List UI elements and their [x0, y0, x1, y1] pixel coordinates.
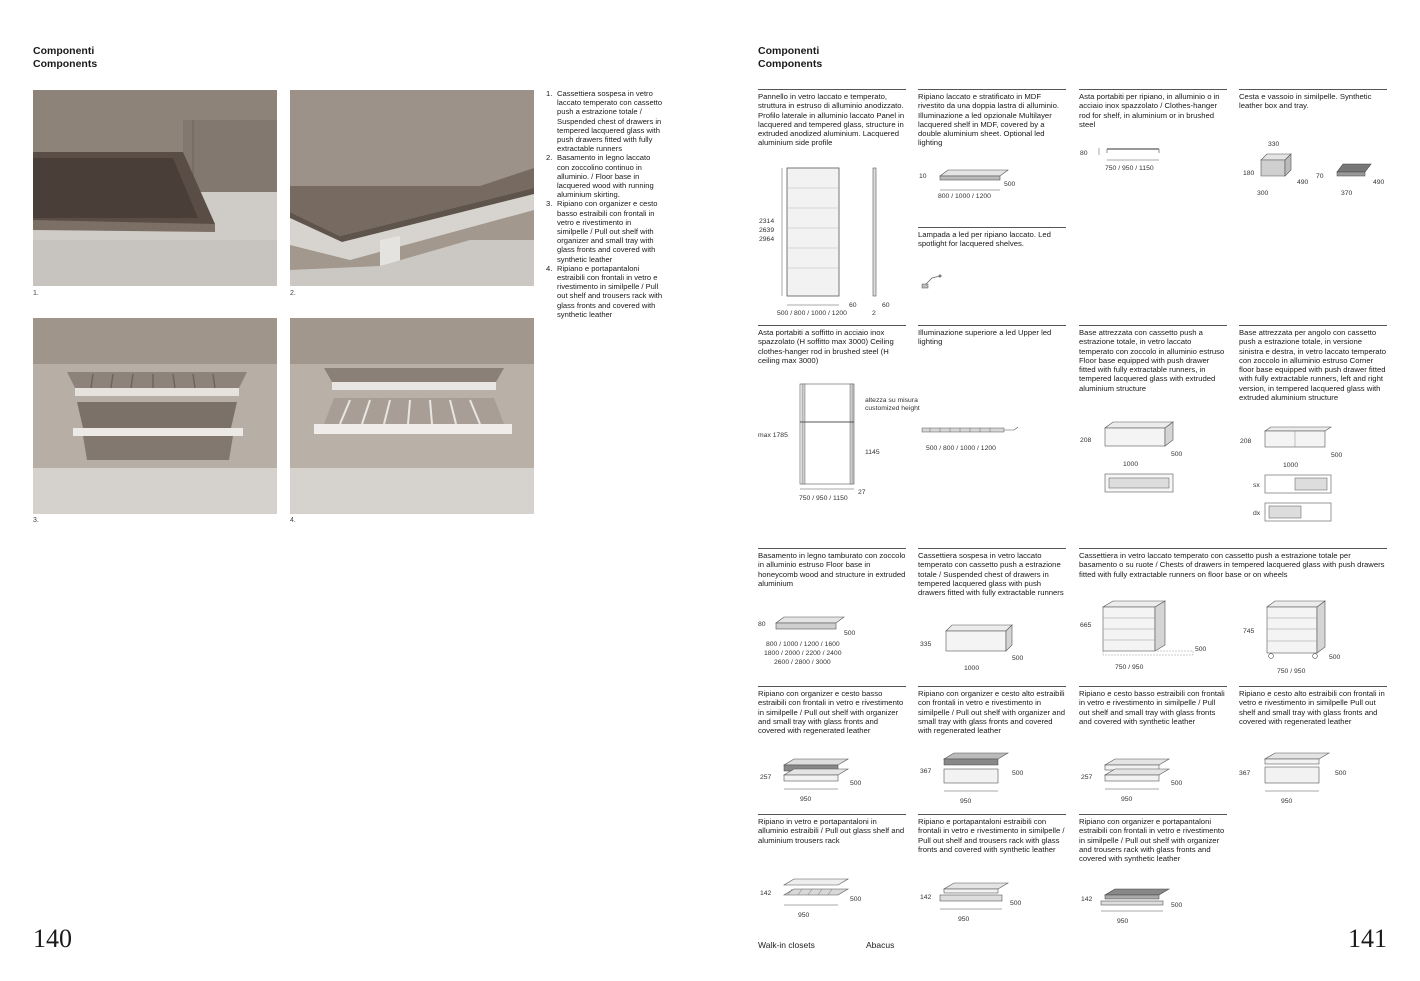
- dim-width: 800 / 1000 / 1200: [938, 193, 991, 200]
- component-drawing: [1239, 431, 1387, 521]
- component-description: Base attrezzata con cassetto push a estrazione totale, in vetro laccato temperato con zoccolo in alluminio estruso Floor base equipped with push drawer fitted with fully extractable runners, in tempered lacquered glass with extruded aluminium structure: [1079, 328, 1225, 393]
- dim-depth: 500: [1010, 900, 1022, 907]
- component-drawing: [1079, 601, 1387, 677]
- legend-text: Ripiano con organizer e cesto basso estraibili con frontali in vetro e rivestimento in similpelle / Pull out shelf with organizer and small tray with glass fronts and covered with synthetic leather: [557, 199, 658, 264]
- dim-depth: 500: [1335, 770, 1347, 777]
- dim-height: 208: [1240, 438, 1252, 445]
- component-drawing: [1079, 424, 1227, 502]
- dim-depth: 500: [850, 780, 862, 787]
- component-drawing: [758, 164, 906, 324]
- component-drawing: [918, 751, 1066, 809]
- dim-custom-height-it: altezza su misura: [865, 397, 918, 404]
- component-honeycomb-base: [758, 548, 906, 684]
- dim-width: 950: [798, 912, 810, 919]
- dim-height: 80: [758, 621, 766, 628]
- component-led-spotlight: [918, 227, 1066, 325]
- label-right-version: dx: [1253, 510, 1261, 517]
- component-description: Lampada a led per ripiano laccato. Led spotlight for lacquered shelves.: [918, 230, 1051, 249]
- component-drawing: [1079, 887, 1227, 927]
- dim-widths-2: 1800 / 2000 / 2200 / 2400: [764, 650, 842, 657]
- component-description: Ripiano in vetro e portapantaloni in alluminio estraibili / Pull out glass shelf and aluminium trousers rack: [758, 817, 905, 845]
- photo-suspended-drawer: [33, 90, 277, 286]
- dim-profile-depth: 60: [882, 302, 890, 309]
- component-drawing: [758, 875, 906, 923]
- dim-depth: 500: [1012, 655, 1024, 662]
- right-page-title: [758, 45, 822, 71]
- component-drawing: [918, 168, 1066, 208]
- component-drawing: [918, 881, 1066, 927]
- dim-width: 950: [960, 798, 972, 805]
- component-description: Ripiano con organizer e portapantaloni estraibili con frontali in vetro e rivestimento in similpelle / Pull out shelf with organizer and trousers rack with glass fronts and covered with synthetic leather: [1079, 817, 1225, 864]
- dim-depth: 500: [1171, 780, 1183, 787]
- component-drawing: [1079, 146, 1227, 178]
- component-corner-base: [1239, 325, 1387, 545]
- dim-height: 367: [920, 768, 932, 775]
- title-it: Componenti: [33, 45, 95, 57]
- dim-profile-width: 2: [872, 310, 876, 317]
- legend-number: 1.: [546, 89, 553, 98]
- component-description: Pannello in vetro laccato e temperato, struttura in estruso di alluminio anodizzato. Profilo laterale in alluminio laccato Panel in lacquered and tempered glass, structure in extruded anodized aluminium. Lacquered aluminium side profile: [758, 92, 905, 148]
- legend-text: Basamento in legno laccato con zoccolino continuo in alluminio. / Floor base in lacquered wood with running aluminium skirting.: [557, 153, 654, 200]
- component-organizer-low-tray: [758, 686, 906, 812]
- component-drawing: [758, 615, 906, 675]
- dim-width: 500 / 800 / 1000 / 1200: [926, 445, 996, 452]
- left-page-title: [33, 45, 97, 71]
- photo-caption-2: 2.: [290, 290, 296, 297]
- photo-caption-3: 3.: [33, 517, 39, 524]
- component-description: Ripiano laccato e stratificato in MDF rivestito da una doppia lastra di alluminio. Illuminazione a led opzionale Multilayer lacquered shelf in MDF, covered by a double aluminium sheet. Optional led lighting: [918, 92, 1060, 148]
- dim-height: 1145: [865, 449, 880, 456]
- dim-width: 750 / 950 / 1150: [1105, 165, 1154, 172]
- photo-legend: [546, 89, 664, 319]
- dim-depth: 500: [1004, 181, 1016, 188]
- dim-width-base: 750 / 950: [1115, 664, 1144, 671]
- dim-thickness: 10: [919, 173, 927, 180]
- component-box-tray: [1239, 89, 1387, 325]
- dim-height: 335: [920, 641, 932, 648]
- dim-width: 950: [1121, 796, 1133, 803]
- dim-box-width-top: 330: [1268, 141, 1280, 148]
- component-clothes-rod: [1079, 89, 1227, 325]
- dim-height: 142: [1081, 896, 1093, 903]
- component-glass-panel: [758, 89, 906, 325]
- dim-tray-height: 70: [1316, 173, 1324, 180]
- dim-depth-wheels: 500: [1329, 654, 1341, 661]
- dim-depth-base: 500: [1195, 646, 1207, 653]
- photo-trousers-rack: [290, 318, 534, 514]
- dim-height-3: 2964: [759, 236, 775, 243]
- component-description: Ripiano con organizer e cesto alto estraibili con frontali in vetro e rivestimento in similpelle / Pull out shelf with organizer and small tray with glass fronts and covered with regenerated leather: [918, 689, 1065, 736]
- component-ceiling-rod: [758, 325, 920, 545]
- dim-widths-1: 800 / 1000 / 1200 / 1600: [766, 641, 840, 648]
- title-en: Components: [33, 58, 98, 70]
- dim-height: 257: [1081, 774, 1093, 781]
- component-drawing: [918, 258, 958, 298]
- dim-height-2: 2639: [759, 227, 775, 234]
- dim-height-base: 665: [1080, 622, 1092, 629]
- legend-item: [546, 199, 664, 263]
- component-drawing: [1079, 757, 1227, 809]
- dim-width: 950: [800, 796, 812, 803]
- dim-depth: 500: [844, 630, 856, 637]
- component-floor-base-drawer: [1079, 325, 1227, 545]
- component-drawing: [918, 424, 1066, 460]
- legend-number: 2.: [546, 153, 553, 163]
- dim-width: 1000: [1123, 461, 1139, 468]
- legend-number: 3.: [546, 199, 553, 209]
- component-description: Base attrezzata per angolo con cassetto push a estrazione totale, in versione sinistra e destra, in vetro laccato temperato con zoccolo in alluminio estruso Corner floor base equipped with push drawer fitted with fully extractable runners, left and right version, in tempered lacquered glass with extruded aluminium structure: [1239, 328, 1386, 403]
- component-description: Asta portabiti per ripiano, in alluminio o in acciaio inox spazzolato / Clothes-hanger rod for shelf, in aluminium or in brushed steel: [1079, 92, 1220, 129]
- dim-width: 500 / 800 / 1000 / 1200: [777, 310, 847, 317]
- dim-tray-width: 370: [1341, 190, 1353, 197]
- dim-height: 80: [1080, 150, 1088, 157]
- legend-item: [546, 264, 664, 319]
- label-left-version: sx: [1253, 482, 1260, 489]
- footer-section-name: Walk-in closets: [758, 940, 815, 950]
- dim-width: 750 / 950 / 1150: [799, 495, 848, 502]
- title-it: Componenti: [758, 45, 820, 57]
- dim-max-height: max 1785: [758, 432, 788, 439]
- dim-width: 950: [958, 916, 970, 923]
- dim-widths-3: 2600 / 2800 / 3000: [774, 659, 831, 666]
- component-organizer-high-tray: [918, 686, 1066, 812]
- component-low-tray: [1079, 686, 1227, 812]
- component-description: Cesta e vassoio in similpelle. Synthetic leather box and tray.: [1239, 92, 1372, 111]
- dim-box-depth: 490: [1297, 179, 1309, 186]
- component-chest-of-drawers: [1079, 548, 1387, 684]
- dim-depth: 500: [1171, 902, 1183, 909]
- component-description: Cassettiera sospesa in vetro laccato temperato con cassetto push a estrazione totale / Suspended chest of drawers in tempered lacquered glass with push drawers fitted with fully extractable runners: [918, 551, 1064, 598]
- dim-height: 367: [1239, 770, 1251, 777]
- component-description: Ripiano e cesto alto estraibili con frontali in vetro e rivestimento in similpelle Pull out shelf and small tray with glass fronts and covered with regenerated leather: [1239, 689, 1385, 726]
- legend-item: [546, 89, 664, 153]
- dim-width: 950: [1117, 918, 1129, 925]
- component-shelf-trousers: [918, 814, 1066, 926]
- photo-organizer-shelf: [33, 318, 277, 514]
- component-high-tray: [1239, 686, 1387, 812]
- dim-depth: 500: [1331, 452, 1343, 459]
- component-description: Ripiano con organizer e cesto basso estraibili con frontali in vetro e rivestimento in similpelle / Pull out shelf with organizer and small tray with glass fronts and covered with regenerated leather: [758, 689, 904, 736]
- component-drawing: [758, 382, 918, 512]
- dim-custom-height-en: customized height: [865, 405, 920, 412]
- photo-caption-4: 4.: [290, 517, 296, 524]
- legend-text: Cassettiera sospesa in vetro laccato temperato con cassetto push a estrazione totale / Suspended chest of drawers in tempered lacquered glass with push drawers fitted with fully extractable runners: [557, 89, 663, 154]
- dim-depth: 500: [1171, 451, 1183, 458]
- component-drawing: [1239, 136, 1387, 206]
- dim-width: 950: [1281, 798, 1293, 805]
- dim-width-wheels: 750 / 950: [1277, 668, 1306, 675]
- dim-depth: 27: [858, 489, 866, 496]
- component-glass-shelf-trousers: [758, 814, 906, 926]
- component-description: Illuminazione superiore a led Upper led lighting: [918, 328, 1052, 347]
- dim-width: 1000: [1283, 462, 1299, 469]
- dim-depth: 500: [850, 896, 862, 903]
- dim-width: 1000: [964, 665, 980, 672]
- dim-tray-depth: 490: [1373, 179, 1385, 186]
- dim-height: 142: [920, 894, 932, 901]
- dim-height: 208: [1080, 437, 1092, 444]
- component-drawing: [758, 757, 906, 809]
- component-drawing: [918, 625, 1066, 675]
- dim-height-wheels: 745: [1243, 628, 1255, 635]
- component-description: Ripiano e cesto basso estraibili con frontali in vetro e rivestimento in similpelle / Pull out shelf and small tray with glass fronts and covered with synthetic leather: [1079, 689, 1225, 726]
- title-en: Components: [758, 58, 823, 70]
- dim-height: 257: [760, 774, 772, 781]
- legend-number: 4.: [546, 263, 553, 273]
- legend-text: Ripiano e portapantaloni estraibili con frontali in vetro e rivestimento in similpelle / Pull out shelf and trousers rack with glass fronts and covered with synthetic leather: [557, 263, 663, 319]
- right-page-number: 141: [1348, 924, 1387, 953]
- footer-product-name: Abacus: [866, 940, 895, 950]
- component-description: Asta portabiti a soffitto in acciaio inox spazzolato (H soffitto max 3000) Ceiling clothes-hanger rod in brushed steel (H ceiling max 3000): [758, 328, 894, 365]
- component-organizer-trousers: [1079, 814, 1227, 926]
- dim-depth: 500: [1012, 770, 1024, 777]
- photo-caption-1: 1.: [33, 290, 39, 297]
- dim-depth: 60: [849, 302, 857, 309]
- dim-height-1: 2314: [759, 218, 775, 225]
- dim-box-height: 180: [1243, 170, 1255, 177]
- dim-box-width: 300: [1257, 190, 1269, 197]
- component-description: Basamento in legno tamburato con zoccolo in alluminio estruso Floor base in honeycomb wood and structure in extruded aluminium: [758, 551, 906, 588]
- component-upper-led: [918, 325, 1066, 545]
- component-suspended-chest: [918, 548, 1066, 684]
- component-drawing: [1239, 751, 1387, 809]
- legend-item: [546, 153, 664, 199]
- component-description: Ripiano e portapantaloni estraibili con frontali in vetro e rivestimento in similpelle / Pull out shelf and trousers rack with glass fronts and covered with synthetic leather: [918, 817, 1065, 854]
- component-description: Cassettiera in vetro laccato temperato con cassetto push a estrazione totale per basamento o su ruote / Chests of drawers in tempered lacquered glass with push drawers fitted with fully extractable runners on floor base or on wheels: [1079, 551, 1385, 579]
- component-mdf-shelf: [918, 89, 1066, 227]
- dim-height: 142: [760, 890, 772, 897]
- left-page-number: 140: [33, 924, 72, 953]
- photo-floor-base: [290, 90, 534, 286]
